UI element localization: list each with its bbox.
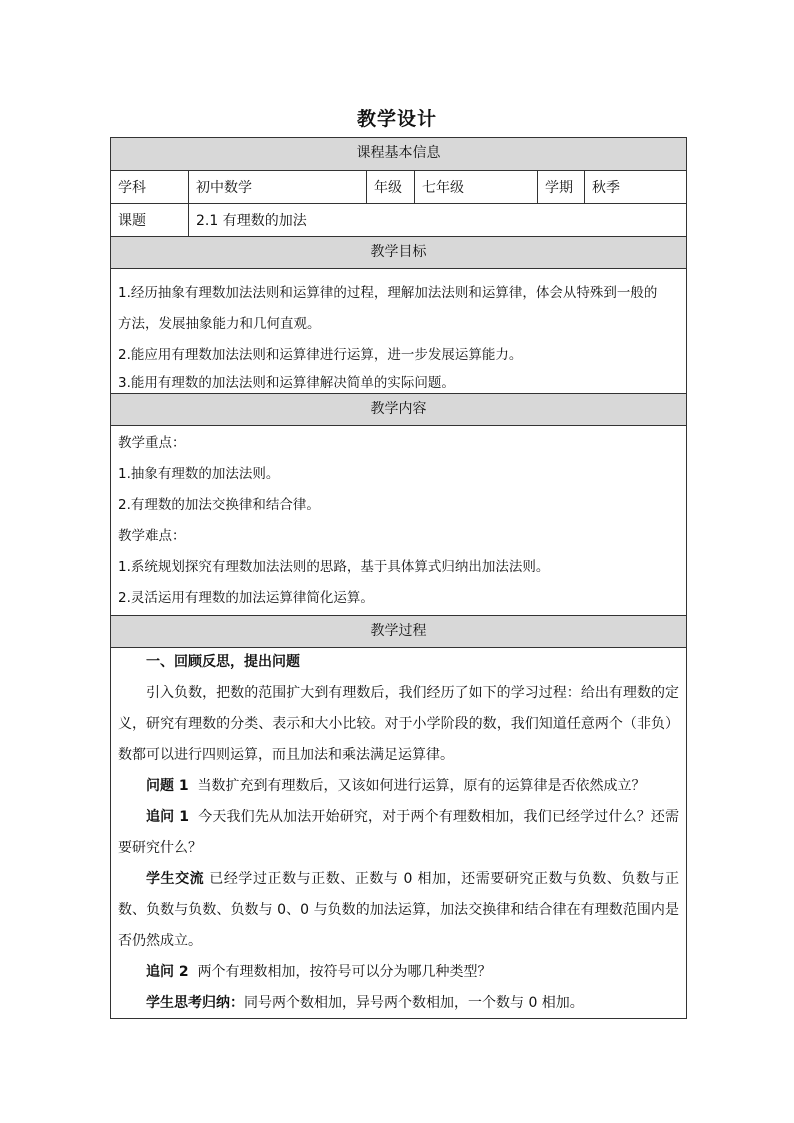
student-summary-label: 学生思考归纳：: [146, 995, 244, 1011]
difficulty-2: 2.灵活运用有理数的加法运算律简化运算。: [118, 590, 374, 606]
objective-1-cont: 方法，发展抽象能力和几何直观。: [118, 316, 321, 332]
grade-value: 七年级: [414, 171, 537, 203]
section-heading: 一、回顾反思，提出问题: [146, 654, 300, 670]
content-body: [111, 426, 686, 616]
difficulty-label: 教学难点：: [118, 528, 186, 544]
question-1: [118, 771, 679, 802]
question-1-label: 问题 1: [146, 778, 189, 794]
key-point-2: 2.有理数的加法交换律和结合律。: [118, 497, 320, 513]
question-1-text: 当数扩充到有理数后，又该如何进行运算，原有的运算律是否依然成立？: [197, 778, 646, 794]
objectives-body: [111, 269, 686, 394]
student-exchange-text: 已经学过正数与正数、正数与 0 相加，还需要研究正数与负数、负数与正数、负数与负数、负数与 0、0 与负数的加法运算，加法交换律和结合律在有理数范围内是否仍然成立。: [118, 871, 680, 949]
key-point-1: 1.抽象有理数的加法法则。: [118, 466, 280, 482]
basic-info-row: [111, 171, 686, 204]
key-points-label: 教学重点：: [118, 435, 186, 451]
student-exchange: [118, 864, 679, 957]
student-exchange-label: 学生交流: [146, 871, 205, 887]
basic-info-header: 课程基本信息: [111, 138, 686, 171]
lesson-plan-table: [110, 137, 687, 1019]
followup-2-label: 追问 2: [146, 964, 189, 980]
document-title: 教学设计: [356, 108, 437, 130]
process-body: [111, 647, 686, 1019]
difficulty-1: 1.系统规划探究有理数加法法则的思路，基于具体算式归纳出加法法则。: [118, 559, 550, 575]
objectives-header: 教学目标: [111, 237, 686, 269]
intro-paragraph: 引入负数，把数的范围扩大到有理数后，我们经历了如下的学习过程：给出有理数的定义，研究有理数的分类、表示和大小比较。对于小学阶段的数，我们知道任意两个（非负）数都可以进行四则运算，而且加法和乘法满足运算律。: [118, 685, 679, 763]
student-summary: [118, 988, 679, 1019]
followup-1-text: 今天我们先从加法开始研究，对于两个有理数相加，我们已经学过什么？还需要研究什么？: [118, 809, 679, 856]
process-header: 教学过程: [111, 616, 686, 648]
followup-2: [118, 957, 679, 988]
topic-value: 2.1 有理数的加法: [188, 204, 686, 236]
term-label: 学期: [537, 171, 584, 203]
grade-label: 年级: [366, 171, 414, 203]
subject-value: 初中数学: [188, 171, 366, 203]
followup-1-label: 追问 1: [146, 809, 190, 825]
content-header: 教学内容: [111, 394, 686, 426]
followup-2-text: 两个有理数相加，按符号可以分为哪几种类型？: [197, 964, 492, 980]
subject-label: 学科: [118, 180, 146, 196]
topic-row: [111, 204, 686, 237]
objective-1: 1.经历抽象有理数加法法则和运算律的过程，理解加法法则和运算律，体会从特殊到一般的: [118, 285, 658, 301]
followup-1: [118, 802, 679, 864]
objective-3: 3.能用有理数的加法法则和运算律解决简单的实际问题。: [118, 375, 455, 391]
topic-label: 课题: [118, 213, 146, 229]
term-value: 秋季: [584, 171, 686, 203]
student-summary-text: 同号两个数相加，异号两个数相加，一个数与 0 相加。: [244, 995, 584, 1011]
objective-2: 2.能应用有理数加法法则和运算律进行运算，进一步发展运算能力。: [118, 347, 523, 363]
